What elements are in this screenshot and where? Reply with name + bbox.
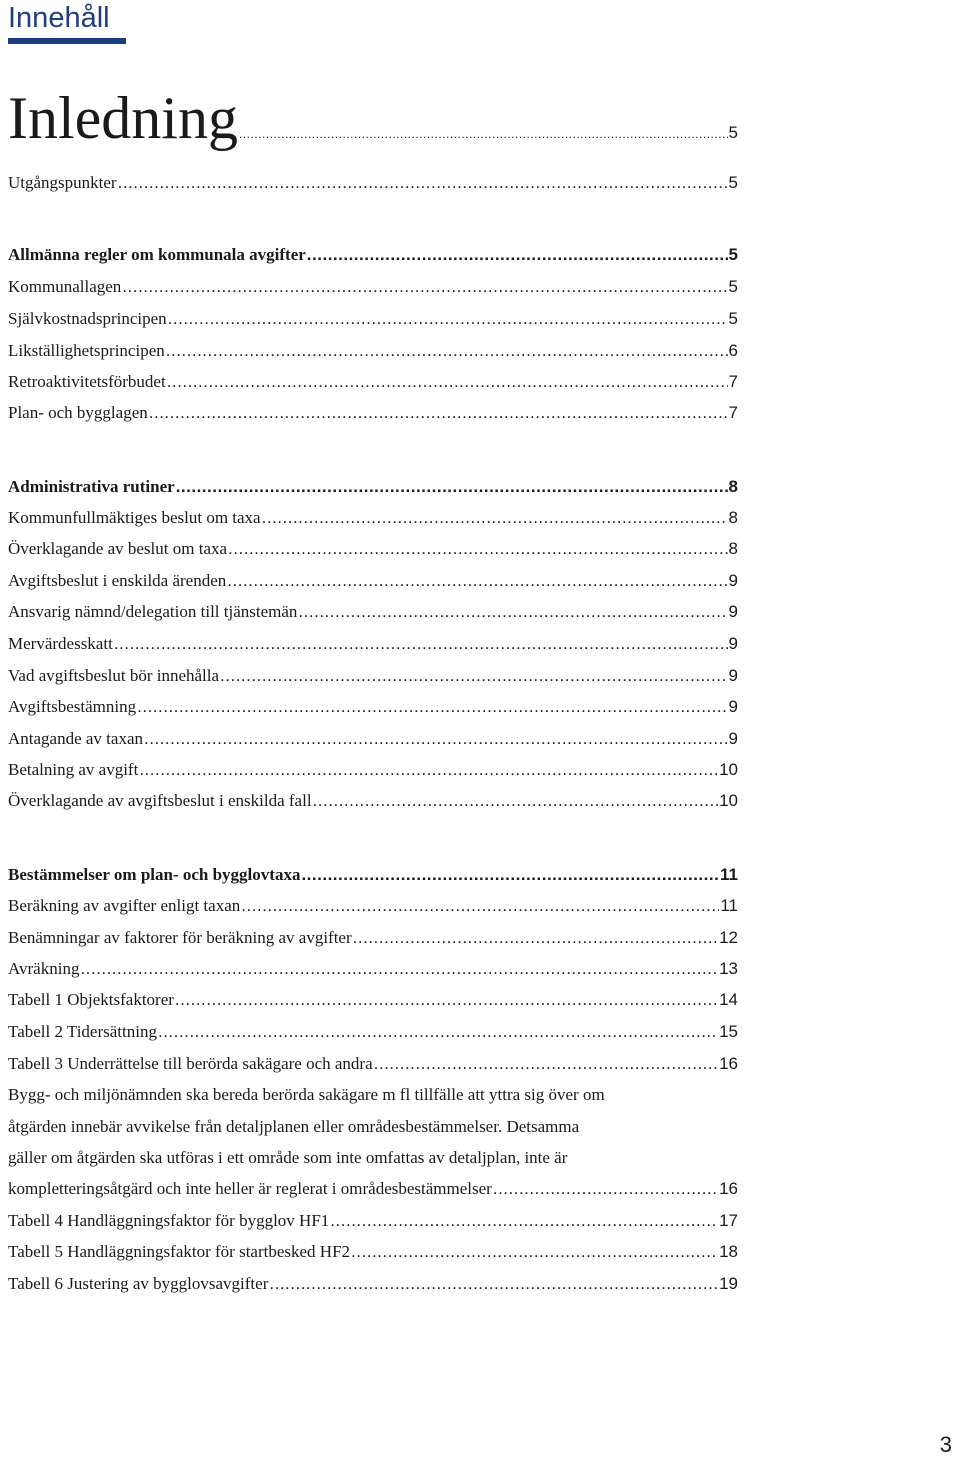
- toc-leader-dots: [330, 1210, 718, 1232]
- toc-leader-dots: [122, 276, 727, 298]
- toc-entry-label: Överklagande av avgiftsbeslut i enskilda fall: [8, 791, 312, 810]
- heading-underline: [8, 38, 126, 44]
- toc-leader-dots: [175, 989, 718, 1011]
- toc-leader-dots: [118, 172, 728, 194]
- toc-entry-label: Allmänna regler om kommunala avgifter: [8, 245, 306, 264]
- toc-entry-label: Betalning av avgift: [8, 760, 139, 779]
- toc-entry[interactable]: [8, 927, 738, 949]
- toc-leader-dots: [241, 895, 719, 917]
- toc-entry[interactable]: [8, 728, 738, 750]
- toc-entry[interactable]: [8, 340, 738, 362]
- toc-entry-page: 15: [719, 1022, 738, 1041]
- toc-entry-label: Bestämmelser om plan- och bygglovtaxa: [8, 865, 301, 884]
- toc-entry-page: 8: [728, 508, 738, 527]
- toc-entry-label: Vad avgiftsbeslut bör innehålla: [8, 666, 220, 685]
- toc-entry-page: 11: [720, 896, 738, 915]
- toc-entry-label: Retroaktivitetsförbudet: [8, 372, 166, 391]
- toc-entry-label: kompletteringsåtgärd och inte heller är reglerat i områdesbestämmelser: [8, 1179, 492, 1198]
- toc-section[interactable]: [8, 864, 738, 886]
- toc-entry[interactable]: [8, 276, 738, 298]
- toc-entry-page: 9: [728, 697, 738, 716]
- toc-leader-dots: [351, 1241, 718, 1263]
- toc-entry-page: 9: [728, 602, 738, 621]
- toc-entry[interactable]: [8, 989, 738, 1011]
- toc-entry-label: Tabell 6 Justering av bygglovsavgifter: [8, 1274, 269, 1293]
- toc-leader-dots: [139, 759, 718, 781]
- toc-leader-dots: [301, 864, 719, 886]
- toc-leader-dots: [493, 1178, 718, 1200]
- toc-entry-label: Tabell 5 Handläggningsfaktor för startbesked HF2: [8, 1242, 351, 1261]
- toc-leader-dots: [353, 927, 718, 949]
- page-number: 3: [939, 1432, 952, 1457]
- toc-entry-label: Tabell 3 Underrättelse till berörda sakägare och andra: [8, 1054, 373, 1073]
- toc-entry[interactable]: [8, 1241, 738, 1263]
- toc-entry-label: Likställighetsprincipen: [8, 341, 165, 360]
- toc-leader-dots: [137, 696, 727, 718]
- toc-entry[interactable]: [8, 1053, 738, 1075]
- toc-entry-label: Kommunallagen: [8, 277, 122, 296]
- toc-entry-label: Inledning: [8, 85, 238, 151]
- toc-leader-dots: [227, 570, 727, 592]
- toc-entry-label: Tabell 4 Handläggningsfaktor för bygglov HF1: [8, 1211, 330, 1230]
- toc-entry-label: Ansvarig nämnd/delegation till tjänstemän: [8, 602, 298, 621]
- toc-entry[interactable]: [8, 172, 738, 194]
- toc-entry-page: 16: [719, 1054, 738, 1073]
- toc-leader-dots: [228, 538, 727, 560]
- toc-entry-page: 5: [728, 309, 738, 328]
- toc-entry-label: Tabell 2 Tidersättning: [8, 1022, 157, 1041]
- toc-leader-dots: [313, 790, 719, 812]
- toc-entry-label: Plan- och bygglagen: [8, 403, 148, 422]
- toc-entry-page: 8: [728, 539, 738, 558]
- toc-entry-label: Antagande av taxan: [8, 729, 143, 748]
- toc-entry-label: Utgångspunkter: [8, 173, 117, 192]
- toc-leader-dots: [262, 507, 728, 529]
- toc-leader-dots: [114, 633, 728, 655]
- toc-entry-label: Benämningar av faktorer för beräkning av avgifter: [8, 928, 352, 947]
- toc-entry-page: 13: [719, 959, 738, 978]
- toc-entry-page: 9: [728, 666, 738, 685]
- toc-leader-dots: [176, 476, 728, 498]
- toc-entry[interactable]: [8, 402, 738, 424]
- toc-leader-dots: [298, 601, 727, 623]
- toc-entry[interactable]: [8, 633, 738, 655]
- toc-entry-label: Beräkning av avgifter enligt taxan: [8, 896, 241, 915]
- toc-entry-label: Överklagande av beslut om taxa: [8, 539, 228, 558]
- toc-entry-label: Tabell 1 Objektsfaktorer: [8, 990, 174, 1009]
- toc-entry-page: 5: [728, 245, 738, 264]
- toc-entry[interactable]: [8, 1273, 738, 1295]
- toc-entry-label: Administrativa rutiner: [8, 477, 175, 496]
- toc-leader-dots: [80, 958, 718, 980]
- toc-entry[interactable]: [8, 1210, 738, 1232]
- toc-leader-dots: [239, 123, 728, 145]
- toc-entry[interactable]: [8, 371, 738, 393]
- toc-entry-page: 5: [728, 277, 738, 296]
- toc-leader-dots: [168, 308, 728, 330]
- toc-leader-dots: [307, 244, 728, 266]
- paragraph-line: åtgärden innebär avvikelse från detaljplanen eller områdesbestämmelser. Detsamma: [8, 1116, 580, 1136]
- toc-entry[interactable]: [8, 1178, 738, 1200]
- toc-entry-page: 19: [719, 1274, 738, 1293]
- toc-entry-page: 10: [719, 760, 738, 779]
- toc-leader-dots: [144, 728, 728, 750]
- toc-entry[interactable]: [8, 601, 738, 623]
- toc-entry-label: Avgiftsbestämning: [8, 697, 137, 716]
- toc-section[interactable]: [8, 244, 738, 266]
- paragraph-line: gäller om åtgärden ska utföras i ett område som inte omfattas av detaljplan, inte är: [8, 1148, 568, 1167]
- toc-entry-label: Avgiftsbeslut i enskilda ärenden: [8, 571, 227, 590]
- toc-entry-label: Kommunfullmäktiges beslut om taxa: [8, 508, 261, 527]
- toc-entry-page: 6: [728, 341, 738, 360]
- toc-entry-label: Självkostnadsprincipen: [8, 309, 167, 328]
- toc-leader-dots: [158, 1021, 718, 1043]
- toc-entry[interactable]: [8, 759, 738, 781]
- toc-leader-dots: [374, 1053, 718, 1075]
- toc-entry[interactable]: [8, 507, 738, 529]
- page-heading: Innehåll: [8, 2, 110, 34]
- toc-entry-page: 16: [719, 1179, 738, 1198]
- toc-entry-page: 11: [720, 865, 738, 884]
- toc-leader-dots: [167, 371, 728, 393]
- toc-entry-label: Avräkning: [8, 959, 80, 978]
- toc-entry[interactable]: [8, 958, 738, 980]
- toc-entry-paragraph: [8, 1079, 748, 1174]
- toc-entry-page: 5: [728, 173, 738, 192]
- toc-entry-page: 14: [719, 990, 738, 1009]
- toc-leader-dots: [149, 402, 728, 424]
- toc-entry-page: 10: [719, 791, 738, 810]
- toc-entry-page: 9: [728, 571, 738, 590]
- toc-entry[interactable]: [8, 570, 738, 592]
- toc-entry[interactable]: [8, 790, 738, 812]
- toc-entry-inledning[interactable]: [8, 86, 738, 150]
- toc-entry-page: 5: [728, 123, 738, 142]
- toc-entry[interactable]: [8, 696, 738, 718]
- toc-entry-page: 18: [719, 1242, 738, 1261]
- toc-leader-dots: [166, 340, 728, 362]
- toc-entry-page: 9: [728, 634, 738, 653]
- toc-entry[interactable]: [8, 665, 738, 687]
- toc-entry-page: 8: [728, 477, 738, 496]
- toc-entry[interactable]: [8, 1021, 738, 1043]
- toc-entry[interactable]: [8, 308, 738, 330]
- toc-entry-page: 7: [728, 372, 738, 391]
- toc-entry-label: Mervärdesskatt: [8, 634, 113, 653]
- toc-entry-page: 7: [728, 403, 738, 422]
- toc-entry-page: 12: [719, 928, 738, 947]
- toc-leader-dots: [269, 1273, 718, 1295]
- toc-leader-dots: [220, 665, 728, 687]
- toc-entry-page: 9: [728, 729, 738, 748]
- toc-section[interactable]: [8, 476, 738, 498]
- toc-entry-page: 17: [719, 1211, 738, 1230]
- toc-entry[interactable]: [8, 895, 738, 917]
- toc-entry[interactable]: [8, 538, 738, 560]
- paragraph-line: Bygg- och miljönämnden ska bereda berörda sakägare m fl tillfälle att yttra sig över om: [8, 1085, 605, 1104]
